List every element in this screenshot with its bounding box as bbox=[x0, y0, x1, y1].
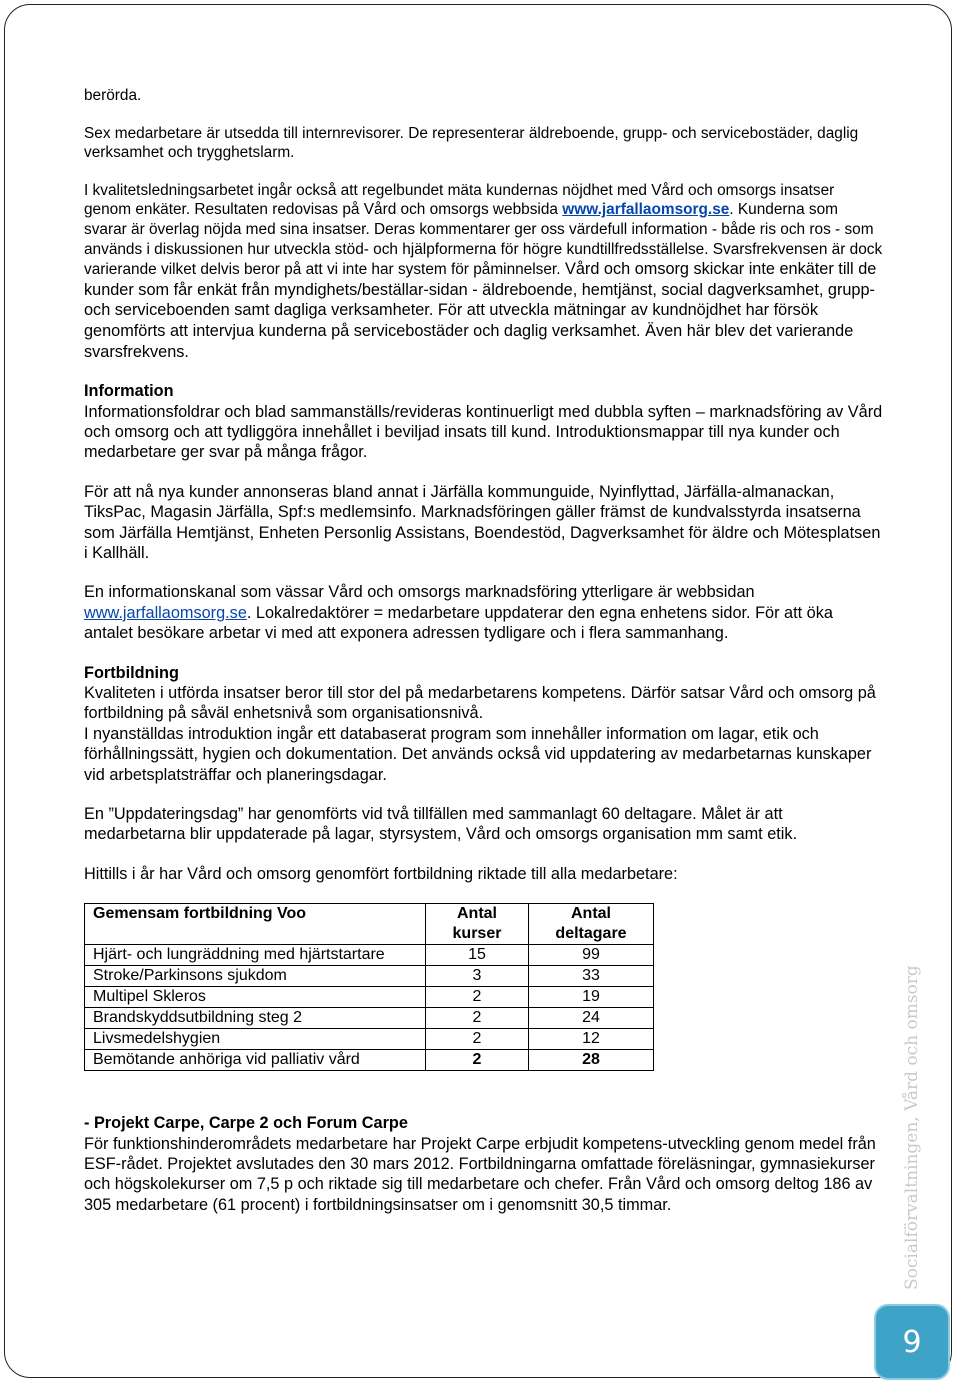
website-link[interactable]: www.jarfallaomsorg.se bbox=[562, 201, 730, 219]
paragraph-informationsfoldrar: Informationsfoldrar och blad sammanställs/revideras kontinuerligt med dubbla syften – marknadsföring av Vård och omsorg och att tydliggöra innehållet i beviljad insats till kund. Introduktionsmappar till nya kunder och medarbetare ger svar på många frågor. bbox=[84, 402, 883, 462]
table-header: Gemensam fortbildning Voo bbox=[85, 904, 426, 945]
table-row bbox=[85, 1008, 654, 1029]
table-cell: 24 bbox=[529, 1008, 654, 1029]
table-row bbox=[85, 987, 654, 1008]
table-cell: 2 bbox=[426, 1050, 529, 1071]
text-segment: . Kunderna som svarar är överlag nöjda med sina insatser. Deras kommentarer ger oss värdefull information - både ris och ros - som används i diskussionen hur utveckla stöd- och hjälpformerna för högre kundtillfredsställelse. Svarsfrekvensen är dock varierande vilket delvis beror på att vi inte har system för påminnelser. bbox=[84, 201, 883, 279]
paragraph-internrevisorer: Sex medarbetare är utsedda till internrevisorer. De representerar äldreboende, grupp- och servicebostäder, daglig verksamhet och trygghetslarm. bbox=[84, 124, 859, 162]
table-cell: Livsmedelshygien bbox=[85, 1029, 426, 1050]
table-row bbox=[85, 966, 654, 987]
table-cell: 2 bbox=[426, 1029, 529, 1050]
page-number-badge bbox=[874, 1304, 950, 1380]
table-cell: 15 bbox=[426, 945, 529, 966]
section-heading-information: Information bbox=[84, 382, 174, 401]
table-cell: 2 bbox=[426, 987, 529, 1008]
text-segment: En informationskanal som vässar Vård och omsorgs marknadsföring ytterligare är webbsidan bbox=[84, 583, 755, 602]
paragraph-introduktion: I nyanställdas introduktion ingår ett databaserat program som innehåller information om lagar, etik och förhållningssätt, hygien och dokumentation. Det används också vid uppdatering av medarbetarnas kunskaper vid arbetsplatsträffar och planeringsdagar. bbox=[84, 724, 872, 784]
paragraph-hittills: Hittills i år har Vård och omsorg genomfört fortbildning riktade till alla medarbetare: bbox=[84, 864, 678, 883]
paragraph-berorda: berörda. bbox=[84, 87, 142, 104]
paragraph-informationskanal bbox=[84, 582, 884, 643]
text-segment: Vård och omsorg skickar inte enkäter till de kunder som får enkät från myndighets/beställar-sidan - äldreboende, hemtjänst, social dagverksamhet, grupp- och serviceboenden samt dagliga verksamheter. För att utveckla mätningar av kundnöjdhet har försök genomförts att intervjua kunderna på servicebostäder och daglig verksamhet. Även här blev det varierande svarsfrekvens. bbox=[84, 260, 877, 361]
table-header: Antal kurser bbox=[426, 904, 529, 945]
table-cell: 33 bbox=[529, 966, 654, 987]
table-cell: Hjärt- och lungräddning med hjärtstartare bbox=[85, 945, 426, 966]
table-row bbox=[85, 1029, 654, 1050]
table-cell: 12 bbox=[529, 1029, 654, 1050]
training-table bbox=[84, 903, 654, 1071]
table-cell: 99 bbox=[529, 945, 654, 966]
table-cell: Stroke/Parkinsons sjukdom bbox=[85, 966, 426, 987]
table-cell: 3 bbox=[426, 966, 529, 987]
table-cell: 28 bbox=[529, 1050, 654, 1071]
section-heading-fortbildning: Fortbildning bbox=[84, 663, 179, 682]
table-cell: Brandskyddsutbildning steg 2 bbox=[85, 1008, 426, 1029]
sidebar-department-label: Socialförvaltningen, Vård och omsorg bbox=[902, 965, 922, 1290]
paragraph-kvalitet: Kvaliteten i utförda insatser beror till stor del på medarbetarens kompetens. Därför satsar Vård och omsorg på fortbildning på såväl enhetsnivå som organisationsnivå. bbox=[84, 684, 876, 723]
table-row bbox=[85, 945, 654, 966]
table-row bbox=[85, 1050, 654, 1071]
table-header-row bbox=[85, 904, 654, 945]
table-cell: Bemötande anhöriga vid palliativ vård bbox=[85, 1050, 426, 1071]
paragraph-annonsering: För att nå nya kunder annonseras bland annat i Järfälla kommunguide, Nyinflyttad, Järfälla-almanackan, TiksPac, Magasin Järfälla, Spf:s medlemsinfo. Marknadsföringen gäller främst de kundvalsstyrda insatserna som Järfälla Hemtjänst, Enheten Personlig Assistans, Boendestöd, Dagverksamhet för äldre och Mötesplatsen i Kallhäll. bbox=[84, 482, 881, 562]
document-body bbox=[84, 86, 884, 1215]
table-cell: 2 bbox=[426, 1008, 529, 1029]
text-segment: I kvalitetsledningsarbetet ingår också att regelbundet mäta kundernas nöjdhet med Vård och omsorgs insatser genom enkäter. Resultaten redovisas på Vård och omsorgs webbsida bbox=[84, 181, 835, 219]
paragraph-uppdateringsdag: En ”Uppdateringsdag” har genomförts vid två tillfällen med sammanlagt 60 deltagare. Målet är att medarbetarna blir uppdaterade på lagar, styrsystem, Vård och omsorgs organisation mm samt etik. bbox=[84, 805, 798, 844]
paragraph-kundnojdhet bbox=[84, 181, 884, 362]
table-cell: 19 bbox=[529, 987, 654, 1008]
section-heading-carpe: - Projekt Carpe, Carpe 2 och Forum Carpe bbox=[84, 1114, 408, 1133]
table-header: Antal deltagare bbox=[529, 904, 654, 945]
paragraph-carpe: För funktionshinderområdets medarbetare har Projekt Carpe erbjudit kompetens-utveckling genom medel från ESF-rådet. Projektet avslutades den 30 mars 2012. Fortbildningarna omfattade föreläsningar, gymnasiekurser och högskolekurser om 7,5 p och riktade sig till medarbetare och chefer. Från Vård och omsorg deltog 186 av 305 medarbetare (61 procent) i fortbildningsinsatser om i genomsnitt 30,5 timmar. bbox=[84, 1134, 876, 1214]
table-cell: Multipel Skleros bbox=[85, 987, 426, 1008]
website-link[interactable]: www.jarfallaomsorg.se bbox=[84, 603, 247, 622]
text-segment: . Lokalredaktörer = medarbetare uppdaterar den egna enhetens sidor. För att öka antalet besökare arbetar vi med att exponera adressen tydligare och i flera sammanhang. bbox=[84, 603, 833, 643]
page-number: 9 bbox=[902, 1324, 922, 1360]
